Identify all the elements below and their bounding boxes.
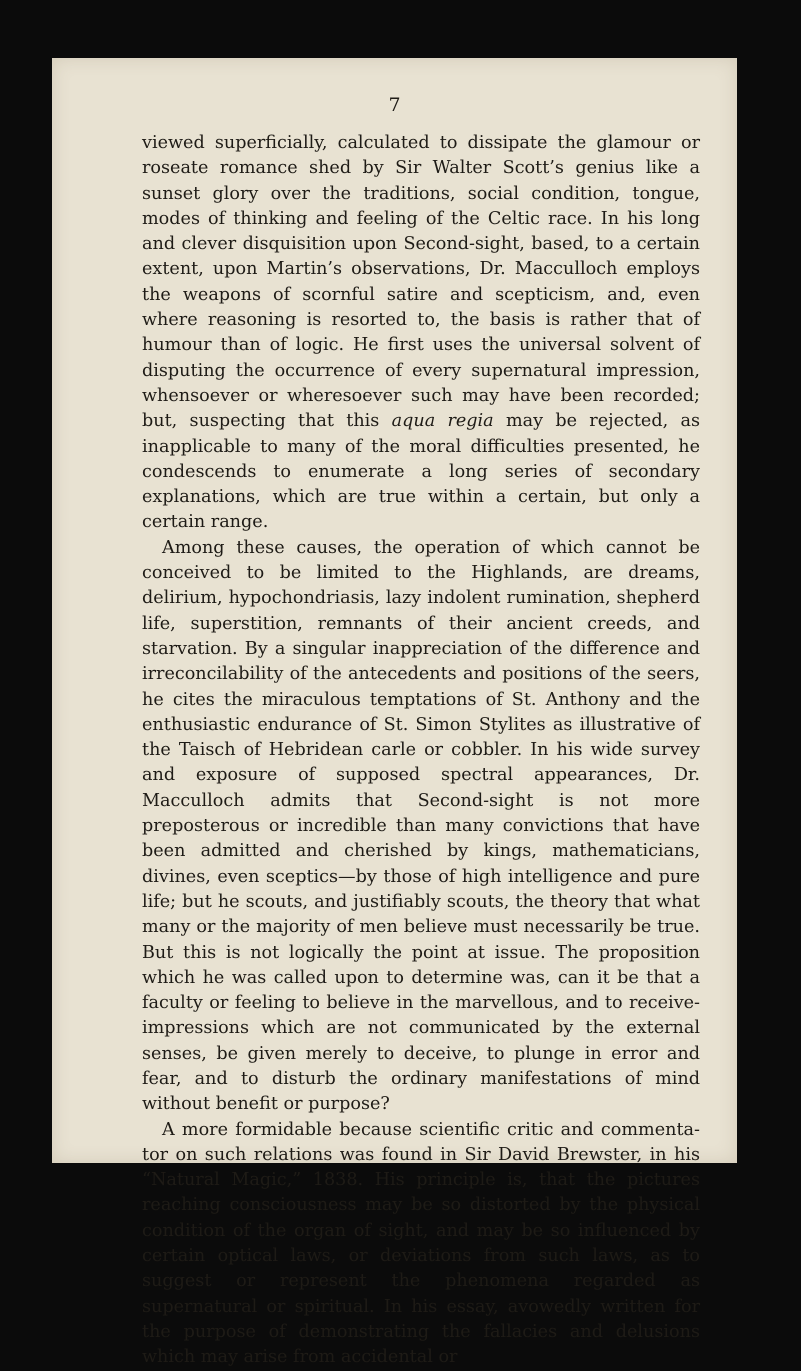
page-number: 7 [388,94,401,116]
text-run: A more formidable because scientific critic and commentator on such relations was found in Sir David Brewster, in his “Natural Magic,” 1838. His principle is, that the pictures reaching consciousness may be so distorted by the physical condition of the organ of sight, and may be so influenced by certain optical laws, or deviations from such laws, as to suggest or represent the phenomena regarded as supernatural or spiritual. In his essay, avowedly written for the purpose of demonstrating the fallacies and delusions which may arise from accidental or [142,1119,700,1368]
paragraph [142,131,700,536]
text-run: may be rejected, as inapplicable to many of the moral difficulties presented, he condescends to enumerate a long series of secondary explanations, which are true within a certain, but only a certain range. [142,411,700,533]
paragraph [142,536,700,1118]
text-run: Among these causes, the operation of which cannot be conceived to be limited to the Highlands, are dreams, delirium, hypochondriasis, lazy indolent rumination, shepherd life, superstition, remnants of their ancient creeds, and starvation. By a singular inappreciation of the difference and irreconcilability of the antecedents and positions of the seers, he cites the miraculous temptations of St. Anthony and the enthusiastic endurance of St. Simon Stylites as illustrative of the Taisch of Hebridean carle or cobbler. In his wide survey and exposure of supposed spectral appearances, Dr. Macculloch admits that Second-sight is not more preposterous or incredible than many convictions that have been admitted and cherished by kings, mathematicians, divines, even sceptics—by those of high intelligence and pure life; but he scouts, and justifiably scouts, the theory that what many or the majority of men believe must necessarily be true. But this is not logically the point at issue. The proposition which he was called upon to determine was, can it be that a faculty or feeling to believe in the marvellous, and to receive-impressions which are not communicated by the external senses, be given merely to deceive, to plunge in error and fear, and to disturb the ordinary manifestations of mind without benefit or purpose? [142,537,700,1115]
body-text [142,131,700,1371]
italic-text-run: aqua regia [391,411,494,432]
book-page [52,58,737,1368]
text-run: viewed superficially, calculated to dissipate the glamour or roseate romance shed by Sir Walter Scott’s genius like a sunset glory over the traditions, social condition, tongue, modes of thinking and feeling of the Celtic race. In his long and clever disquisition upon Second-sight, based, to a certain extent, upon Martin’s observations, Dr. Macculloch employs the weapons of scornful satire and scepticism, and, even where reasoning is resorted to, the basis is rather that of humour than of logic. He first uses the universal solvent of disputing the occurrence of every supernatural impression, whensoever or wheresoever such may have been recorded; but, suspecting that this [142,133,700,432]
paragraph [142,1118,700,1371]
